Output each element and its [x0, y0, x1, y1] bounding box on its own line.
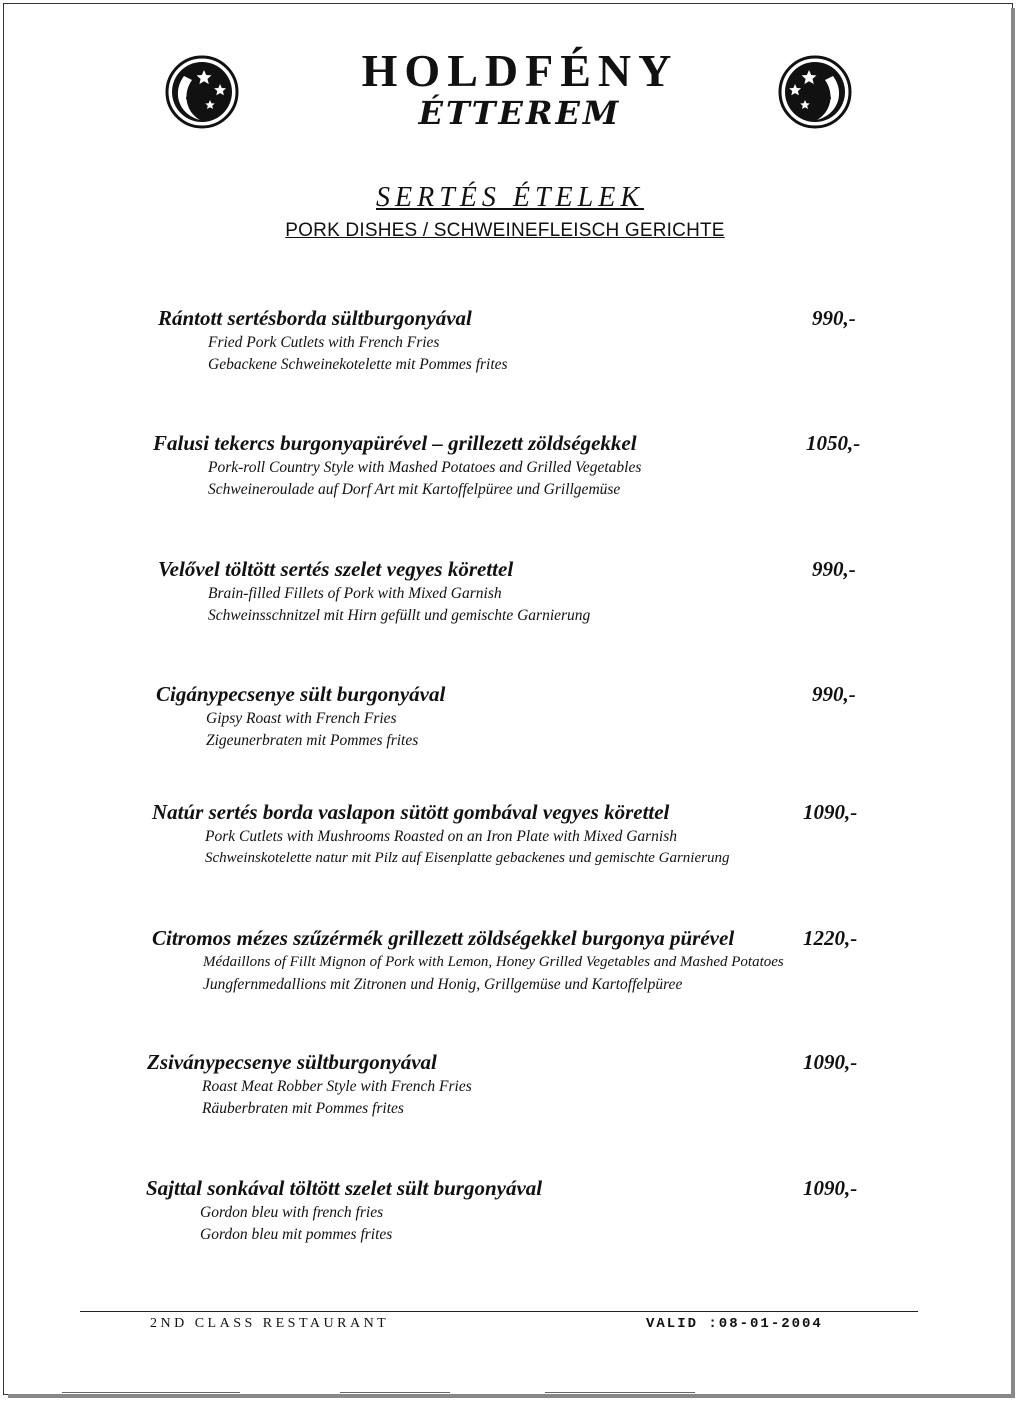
dish-name: Natúr sertés borda vaslapon sütött gombával vegyes körettel: [152, 800, 670, 824]
dish-price: 990,-: [812, 557, 856, 581]
menu-item: [0, 306, 1017, 396]
menu-item: [0, 1050, 1017, 1140]
dish-german: Räuberbraten mit Pommes frites: [202, 1100, 404, 1117]
valid-date: VALID :08-01-2004: [646, 1316, 823, 1332]
restaurant-type: ÉTTEREM: [418, 94, 622, 132]
dish-english: Pork Cutlets with Mushrooms Roasted on an Iron Plate with Mixed Garnish: [205, 828, 678, 845]
menu-item: [0, 682, 1017, 772]
dish-english: Fried Pork Cutlets with French Fries: [208, 334, 440, 351]
dish-english: Pork-roll Country Style with Mashed Potatoes and Grilled Vegetables: [208, 459, 642, 476]
dish-german: Jungfernmedallions mit Zitronen und Honig, Grillgemüse und Kartoffelpüree: [203, 976, 683, 993]
dish-price: 1220,-: [803, 926, 858, 950]
menu-item: [0, 926, 1017, 1016]
dish-price: 1050,-: [806, 431, 861, 455]
dish-english: Gordon bleu with french fries: [200, 1204, 384, 1221]
restaurant-name: HOLDFÉNY: [361, 45, 679, 96]
dish-name: Sajttal sonkával töltött szelet sült burgonyával: [146, 1176, 543, 1200]
section-title: SERTÉS ÉTELEK: [375, 182, 644, 213]
dish-name: Zsiványpecsenye sültburgonyával: [147, 1050, 437, 1074]
dish-name: Velővel töltött sertés szelet vegyes körettel: [158, 557, 514, 581]
dish-price: 990,-: [812, 682, 856, 706]
dish-english: Roast Meat Robber Style with French Fries: [202, 1078, 472, 1095]
dish-german: Schweinsschnitzel mit Hirn gefüllt und gemischte Garnierung: [208, 607, 591, 624]
dish-german: Gordon bleu mit pommes frites: [200, 1226, 393, 1243]
dish-english: Brain-filled Fillets of Pork with Mixed Garnish: [208, 585, 502, 602]
menu-item: [0, 800, 1017, 890]
scan-mark: [545, 1392, 695, 1393]
menu-item: [0, 557, 1017, 647]
dish-name: Cigánypecsenye sült burgonyával: [156, 682, 446, 706]
dish-name: Citromos mézes szűzérmék grillezett zöldségekkel burgonya pürével: [152, 926, 735, 950]
menu-item: [0, 431, 1017, 521]
dish-price: 990,-: [812, 306, 856, 330]
dish-english: Médaillons of Fillt Mignon of Pork with Lemon, Honey Grilled Vegetables and Mashed Potatoes: [203, 954, 784, 970]
dish-german: Zigeunerbraten mit Pommes frites: [206, 732, 419, 749]
dish-german: Schweinskotelette natur mit Pilz auf Eisenplatte gebackenes und gemischte Garnierung: [205, 850, 730, 866]
scan-mark: [340, 1392, 450, 1393]
scan-mark: [62, 1392, 240, 1393]
dish-price: 1090,-: [803, 800, 858, 824]
dish-price: 1090,-: [803, 1050, 858, 1074]
dish-name: Rántott sertésborda sültburgonyával: [158, 306, 472, 330]
section-subtitle: PORK DISHES / SCHWEINEFLEISCH GERICHTE: [285, 220, 725, 241]
moon-and-stars-icon: [164, 54, 240, 130]
menu-item: [0, 1176, 1017, 1266]
page-shadow-bottom: [8, 1394, 1015, 1398]
dish-german: Schweineroulade auf Dorf Art mit Kartoffelpüree und Grillgemüse: [208, 481, 621, 498]
dish-german: Gebackene Schweinekotelette mit Pommes frites: [208, 356, 508, 373]
dish-english: Gipsy Roast with French Fries: [206, 710, 397, 727]
footer-divider: [80, 1311, 918, 1312]
moon-and-stars-icon: [777, 54, 853, 130]
restaurant-class: 2ND CLASS RESTAURANT: [150, 1316, 390, 1331]
dish-name: Falusi tekercs burgonyapürével – grillezett zöldségekkel: [153, 431, 637, 455]
dish-price: 1090,-: [803, 1176, 858, 1200]
